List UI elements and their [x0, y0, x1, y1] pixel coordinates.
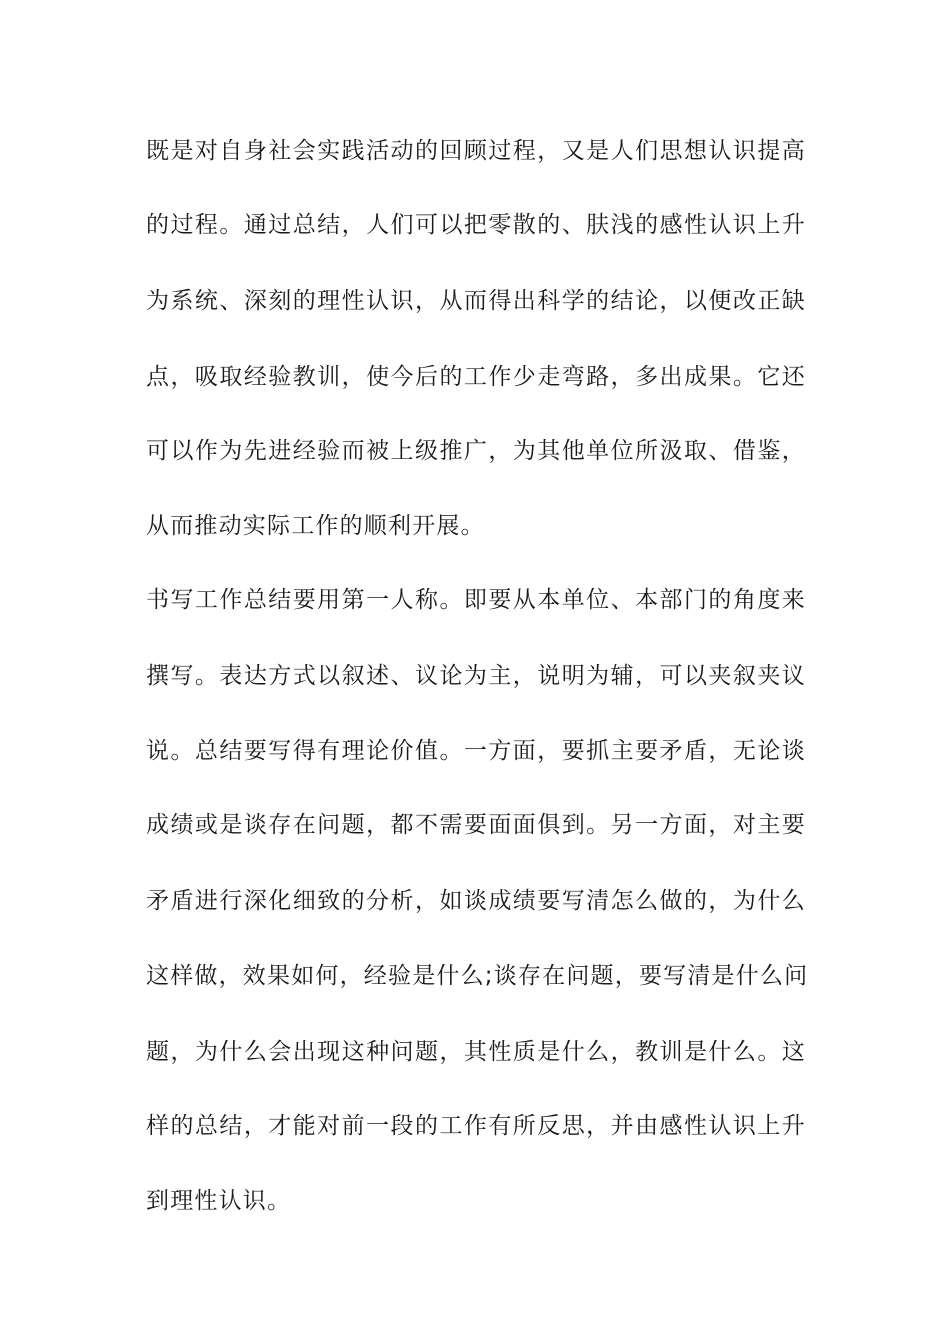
text-line: 为系统、深刻的理性认识，从而得出科学的结论，以便改正缺: [146, 288, 806, 314]
text-line: 样的总结，才能对前一段的工作有所反思，并由感性认识上升: [146, 1113, 806, 1139]
text-line: 从而推动实际工作的顺利开展。: [146, 513, 485, 539]
text-line: 点，吸取经验教训，使今后的工作少走弯路，多出成果。它还: [146, 364, 806, 390]
text-line: 这样做，效果如何，经验是什么;谈存在问题，要写清是什么问: [146, 963, 809, 989]
text-line: 撰写。表达方式以叙述、议论为主，说明为辅，可以夹叙夹议: [146, 663, 806, 689]
text-line: 的过程。通过总结，人们可以把零散的、肤浅的感性认识上升: [146, 212, 806, 238]
text-line: 说。总结要写得有理论价值。一方面，要抓主要矛盾，无论谈: [146, 738, 806, 764]
text-line: 可以作为先进经验而被上级推广，为其他单位所汲取、借鉴，: [146, 438, 806, 464]
text-line: 矛盾进行深化细致的分析，如谈成绩要写清怎么做的，为什么: [146, 888, 806, 914]
text-line: 题，为什么会出现这种问题，其性质是什么，教训是什么。这: [146, 1039, 806, 1065]
text-line: 到理性认识。: [146, 1188, 292, 1214]
text-line: 成绩或是谈存在问题，都不需要面面俱到。另一方面，对主要: [146, 812, 806, 838]
text-line: 书写工作总结要用第一人称。即要从本单位、本部门的角度来: [146, 587, 806, 613]
text-line: 既是对自身社会实践活动的回顾过程，又是人们思想认识提高: [146, 138, 806, 164]
